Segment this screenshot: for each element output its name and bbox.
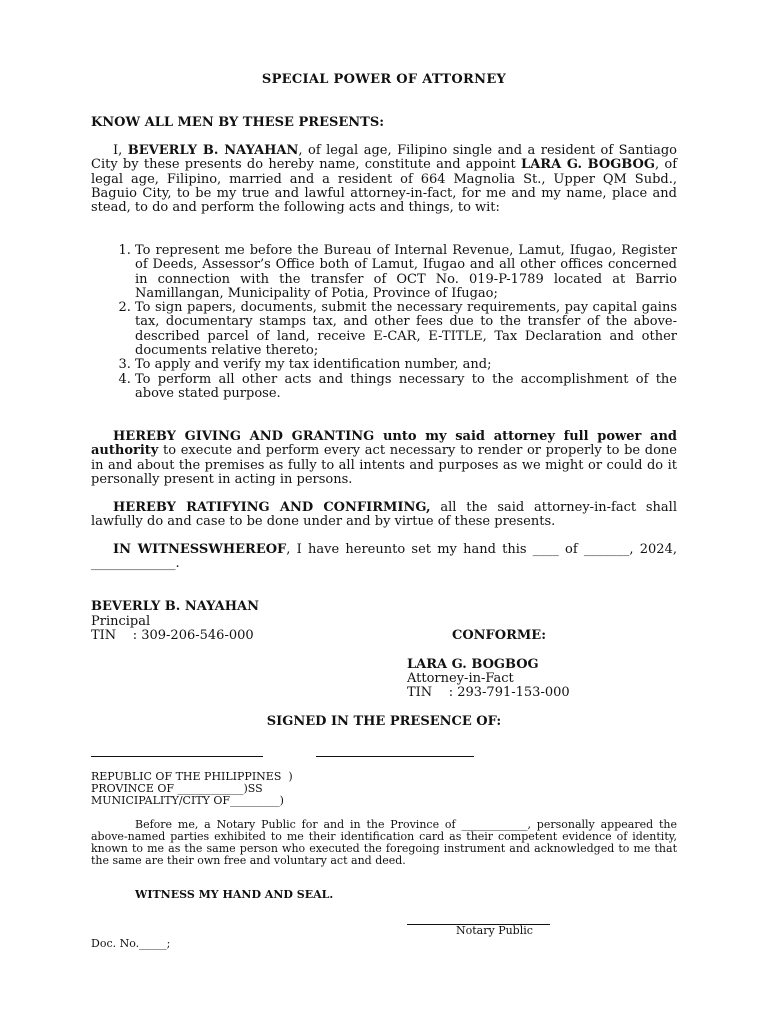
- act-item: 2. To sign papers, documents, submit the necessary requirements, pay capital gains tax, documentary stamps tax, and other fees due to the transfer of the above-described parcel of land, receive E-CAR, E-TITLE, Tax Declaration and other documents relative thereto;: [135, 301, 677, 358]
- doc-no-field: Doc. No._____;: [91, 937, 171, 950]
- attorney-name-inline: LARA G. BOGBOG: [521, 157, 655, 173]
- notary-acknowledgment-text: Before me, a Notary Public for and in the Province of ____________, personally appeared the above-named parties exhibited to me their identification card as their competent evidence of identity, known to me as the same person who executed the foregoing instrument and acknowledged to me that the same are their own free and voluntary act and deed.: [91, 818, 677, 867]
- witness-signature-line-2: [316, 756, 474, 757]
- act-item: 4. To perform all other acts and things necessary to the accomplishment of the above stated purpose.: [135, 373, 677, 402]
- principal-role: Principal: [91, 614, 151, 629]
- act-item: 1. To represent me before the Bureau of Internal Revenue, Lamut, Ifugao, Register of Deeds, Assessor’s Office both of Lamut, Ifugao and all other offices concerned in connection with the transfer of OCT No. 019-P-1789 located at Barrio Namillangan, Municipality of Potia, Province of Ifugao;: [135, 244, 677, 301]
- document-title: SPECIAL POWER OF ATTORNEY: [261, 72, 507, 87]
- acts-list: [91, 244, 677, 401]
- giving-rest-text: to execute and perform every act necessary to render or properly to be done in and about the premises as fully to all intents and purposes as we might or could do it personally present in acting in persons.: [91, 443, 677, 487]
- attorney-tin: TIN : 293-791-153-000: [407, 685, 570, 700]
- acts-list-container: [91, 244, 677, 401]
- principal-tin: TIN : 309-206-546-000: [91, 628, 254, 643]
- principal-name: BEVERLY B. NAYAHAN: [91, 599, 259, 614]
- giving-bold-text: HEREBY GIVING AND GRANTING unto my said attorney full power and authority: [91, 429, 677, 459]
- witness-signature-line-1: [91, 756, 263, 757]
- ratifying-bold-text: HEREBY RATIFYING AND CONFIRMING,: [113, 500, 431, 515]
- intro-heading: KNOW ALL MEN BY THESE PRESENTS:: [91, 115, 385, 130]
- para1-text-a: I,: [113, 143, 128, 158]
- attorney-role: Attorney-in-Fact: [407, 671, 514, 686]
- witness-paragraph: [91, 543, 677, 572]
- conforme-label: CONFORME:: [452, 628, 547, 643]
- appointment-paragraph: [91, 144, 677, 215]
- attorney-name: LARA G. BOGBOG: [407, 657, 539, 672]
- ratifying-rest-text: all the said attorney-in-fact shall lawfully do and case to be done under and by virtue of these presents.: [91, 500, 677, 530]
- giving-granting-paragraph: [91, 430, 677, 487]
- witness-hand-seal: WITNESS MY HAND AND SEAL.: [135, 888, 334, 901]
- venue-province: PROVINCE OF ____________)SS: [91, 782, 263, 795]
- signed-presence-heading: SIGNED IN THE PRESENCE OF:: [266, 714, 502, 729]
- witness-bold-text: IN WITNESSWHEREOF: [113, 542, 287, 557]
- para1-text-b: , of legal age, Filipino single and a resident of Santiago City by these presents do hereby name, constitute and appoint: [91, 143, 677, 173]
- ratifying-paragraph: [91, 501, 677, 530]
- witness-rest-text: , I have hereunto set my hand this ____ of _______, 2024, _____________.: [91, 542, 677, 572]
- venue-municipality: MUNICIPALITY/CITY OF_________): [91, 794, 284, 807]
- venue-republic: REPUBLIC OF THE PHILIPPINES ): [91, 770, 293, 783]
- para1-text-c: , of legal age, Filipino, married and a resident of 664 Magnolia St., Upper QM Subd., Baguio City, to be my true and lawful attorney-in-fact, for me and my name, place and stead, to do and perform the following acts and things, to wit:: [91, 157, 678, 216]
- act-item: 3. To apply and verify my tax identification number, and;: [135, 358, 677, 372]
- principal-name-inline: BEVERLY B. NAYAHAN: [127, 143, 299, 158]
- notary-public-label: Notary Public: [456, 924, 533, 937]
